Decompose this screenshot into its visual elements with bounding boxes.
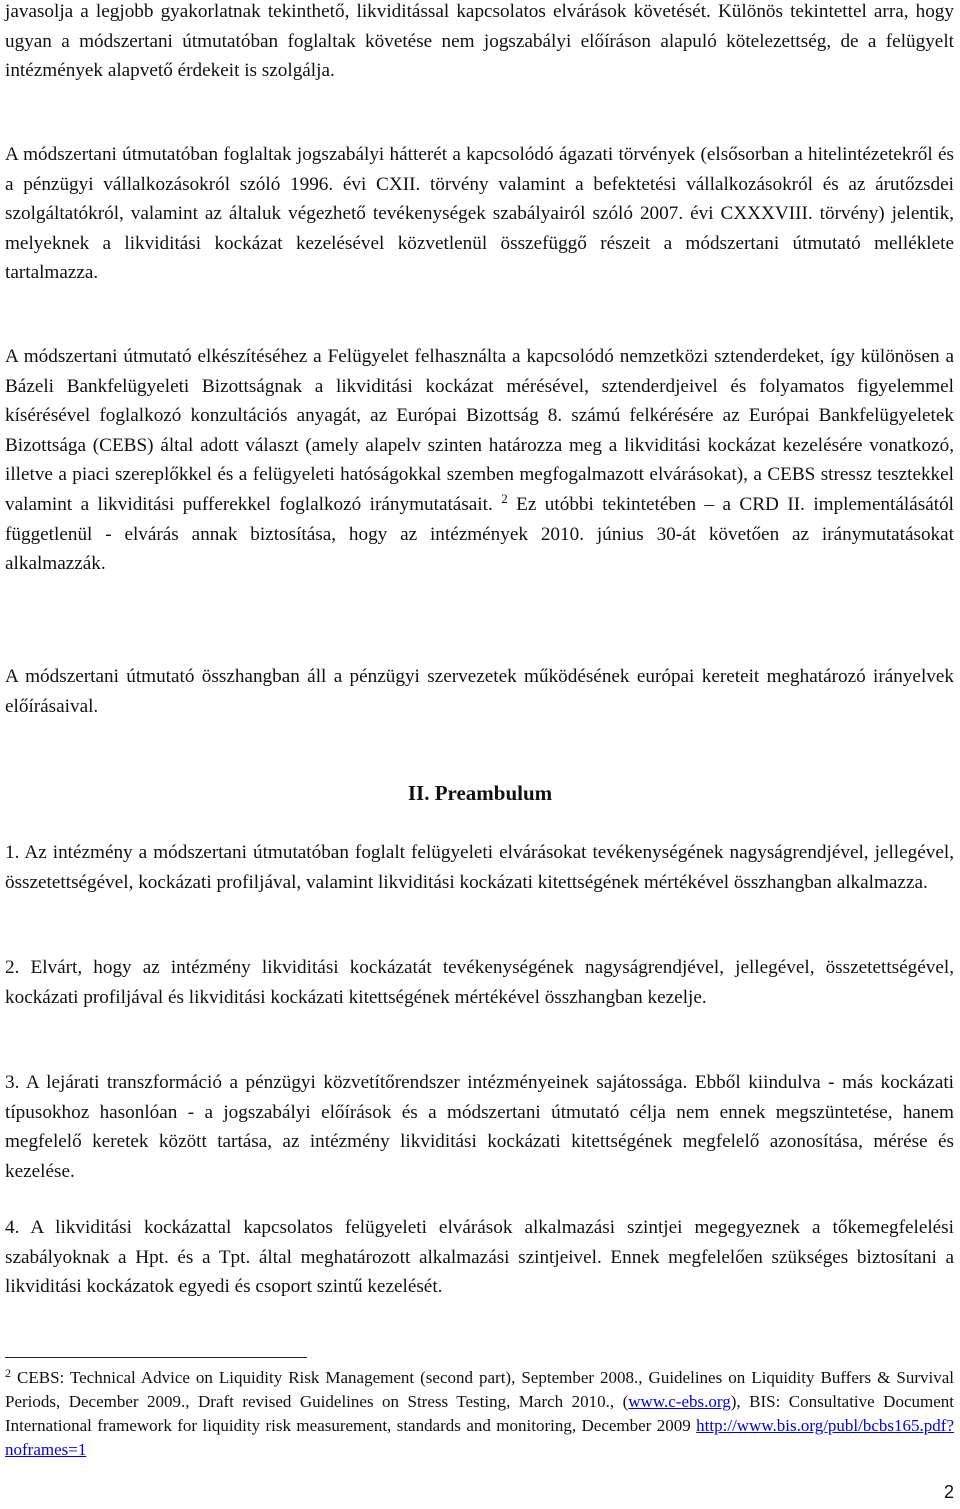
paragraph-text: A módszertani útmutató elkészítéséhez a Felügyelet felhasználta a kapcsolódó nemzetközi sztenderdeket, így különösen a Bázeli Bankfelügyeleti Bizottságnak a likviditási kockázat mérésével, sztenderdjeivel és folyamatos figyelemmel kísérésével foglalkozó konzultációs anyagát, az Európai Bizottság 8. számú felkérésére az Európai Bankfelügyeletek Bizottsága (CEBS) által adott választ (amely alapelv szinten határozza meg a likviditási kockázat kezelésére vonatkozó, illetve a piaci szereplőkkel és a felügyeleti hatóságokkal szemben megfogalmazott elvárásokat), a CEBS stressz tesztekkel valamint a likviditási pufferekkel foglalkozó iránymutatásait. xyxy=(5,346,954,515)
footnote-text: ), BIS: Consultative Document International framework for liquidity risk measurement, standards and monitoring, December 2009 xyxy=(5,1392,954,1435)
page-number: 2 xyxy=(943,1482,954,1502)
footnote-divider xyxy=(5,1357,307,1358)
numbered-item: 3. A lejárati transzformáció a pénzügyi közvetítőrendszer intézményeinek sajátossága. Ebből kiindulva - más kockázati típusokhoz hasonlóan - a jogszabályi előírások és a módszertani útmutató célja nem ennek megszüntetése, hanem megfelelő keretek között tartása, az intézmény likviditási kockázati kitettségének megfelelő azonosítása, mérése és kezelése. xyxy=(5,1072,954,1182)
paragraph-text: Ez utóbbi tekintetében – a CRD II. implementálásától függetlenül - elvárás annak biztosítása, hogy az intézmények 2010. június 30-át követően az iránymutatásokat alkalmazzák. xyxy=(5,493,954,575)
footnote-marker: 2 xyxy=(5,1366,11,1380)
numbered-item: 1. Az intézmény a módszertani útmutatóban foglalt felügyeleti elvárásokat tevékenységének nagyságrendjével, jellegével, összetettségével, kockázati profiljával, valamint likviditási kockázati kitettségének mértékével összhangban alkalmazza. xyxy=(5,842,954,893)
numbered-item: 4. A likviditási kockázattal kapcsolatos felügyeleti elvárások alkalmazási szintjei megegyeznek a tőkemegfelelési szabályoknak a Hpt. és a Tpt. által meghatározott alkalmazási szintjeivel. Ennek megfelelően szükséges biztosítani a likviditási kockázatok egyedi és csoport szintű kezelését. xyxy=(5,1217,954,1298)
numbered-item: 2. Elvárt, hogy az intézmény likviditási kockázatát tevékenységének nagyságrendjével, jellegével, összetettségével, kockázati profiljával és likviditási kockázati kitettségének mértékével összhangban kezelje. xyxy=(5,957,954,1008)
paragraph-legal-background: A módszertani útmutatóban foglaltak jogszabályi hátterét a kapcsolódó ágazati törvények (elsősorban a hitelintézetekről és a pénzügyi vállalkozásokról szóló 1996. évi CXII. törvény valamint a befektetési vállalkozásokról és az árutőzsdei szolgáltatókról, valamint az általuk végezhető tevékenységek szabályairól szóló 2007. évi CXXXVIII. törvény) jelentik, melyeknek a likviditási kockázat kezelésével közvetlenül összefüggő részeit a módszertani útmutató melléklete tartalmazza. xyxy=(5,144,954,284)
footnote xyxy=(5,1366,954,1462)
section-heading: II. Preambulum xyxy=(407,781,553,805)
bis-link[interactable]: http://www.bis.org/publ/bcbs165.pdf?noframes=1 xyxy=(5,1416,954,1459)
paragraph-intro-continuation: javasolja a legjobb gyakorlatnak tekinthető, likviditással kapcsolatos elvárások követését. Különös tekintettel arra, hogy ugyan a módszertani útmutatóban foglaltak követése nem jogszabályi előíráson alapuló kötelezettség, de a felügyelt intézmények alapvető érdekeit is szolgálja. xyxy=(5,1,954,82)
cebs-link[interactable]: www.c-ebs.org xyxy=(628,1392,731,1411)
footnote-reference[interactable]: 2 xyxy=(501,490,508,506)
footnote-text: CEBS: Technical Advice on Liquidity Risk Management (second part), September 2008., Guidelines on Liquidity Buffers & Survival Periods, December 2009., Draft revised Guidelines on Stress Testing, March 2010., ( xyxy=(5,1368,954,1411)
paragraph-european-framework: A módszertani útmutató összhangban áll a pénzügyi szervezetek működésének európai kereteit meghatározó irányelvek előírásaival. xyxy=(5,666,954,717)
paragraph-international-standards xyxy=(5,342,954,579)
